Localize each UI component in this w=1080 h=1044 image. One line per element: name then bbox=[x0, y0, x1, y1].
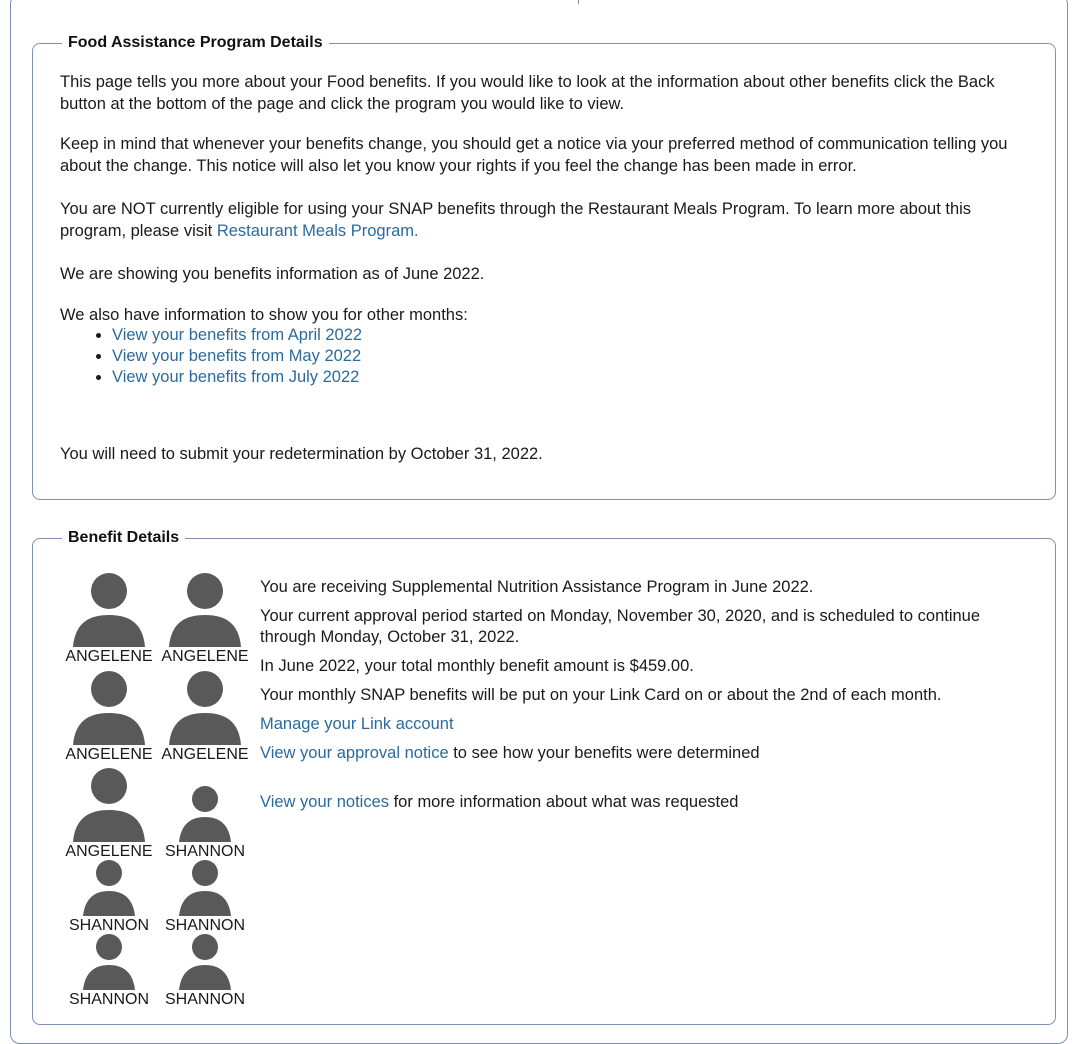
redetermination-text: You will need to submit your redetermination by October 31, 2022. bbox=[60, 445, 543, 463]
month-link-july[interactable]: View your benefits from July 2022 bbox=[112, 368, 360, 386]
benefit-details-section bbox=[32, 529, 1056, 1025]
person-child-icon bbox=[177, 784, 233, 842]
list-item bbox=[112, 325, 1041, 346]
tab-divider bbox=[578, 0, 579, 4]
member-avatar bbox=[157, 932, 253, 1009]
other-months-intro: We also have information to show you for other months: bbox=[60, 306, 468, 324]
month-link-april[interactable]: View your benefits from April 2022 bbox=[112, 326, 363, 344]
member-name: SHANNON bbox=[164, 991, 245, 1008]
intro-paragraph: This page tells you more about your Food benefits. If you would like to look at the information about other benefits click the Back button at the bottom of the page and click the program you would like to view. bbox=[60, 73, 995, 113]
person-child-icon bbox=[177, 932, 233, 990]
member-avatar bbox=[61, 858, 157, 935]
list-item bbox=[112, 346, 1041, 367]
manage-link-account-link[interactable]: Manage your Link account bbox=[260, 715, 454, 733]
member-avatar bbox=[61, 766, 157, 861]
tab-gap bbox=[200, 0, 388, 2]
person-adult-icon bbox=[71, 669, 147, 745]
view-notices-link[interactable]: View your notices bbox=[260, 793, 390, 811]
manage-link-row bbox=[260, 714, 1040, 735]
member-name: ANGELENE bbox=[65, 648, 153, 665]
member-avatar bbox=[157, 571, 253, 666]
list-item bbox=[112, 367, 1041, 388]
member-name: ANGELENE bbox=[65, 843, 153, 860]
member-name: SHANNON bbox=[68, 991, 149, 1008]
notice-paragraph: Keep in mind that whenever your benefits change, you should get a notice via your preferred method of communication telling you about the change. This notice will also let you know your rights if you feel the change has been made in error. bbox=[60, 135, 1008, 175]
member-avatar bbox=[157, 669, 253, 764]
link-card-text: Your monthly SNAP benefits will be put on your Link Card on or about the 2nd of each month. bbox=[260, 686, 942, 704]
member-avatar bbox=[157, 858, 253, 935]
receiving-program-text: You are receiving Supplemental Nutrition Assistance Program in June 2022. bbox=[260, 578, 814, 596]
approval-notice-link[interactable]: View your approval notice bbox=[260, 744, 449, 762]
person-adult-icon bbox=[71, 571, 147, 647]
person-adult-icon bbox=[167, 669, 243, 745]
program-details-section bbox=[32, 34, 1056, 500]
benefit-details-legend: Benefit Details bbox=[68, 529, 180, 546]
benefit-details-text bbox=[260, 577, 1040, 821]
member-name: SHANNON bbox=[164, 843, 245, 860]
monthly-amount-text: In June 2022, your total monthly benefit amount is $459.00. bbox=[260, 657, 694, 675]
other-months-list bbox=[60, 325, 1041, 388]
person-adult-icon bbox=[167, 571, 243, 647]
member-avatar bbox=[61, 669, 157, 764]
person-child-icon bbox=[81, 858, 137, 916]
member-avatar bbox=[61, 571, 157, 666]
as-of-paragraph: We are showing you benefits information as of June 2022. bbox=[60, 265, 485, 283]
program-details-legend: Food Assistance Program Details bbox=[68, 34, 323, 51]
person-adult-icon bbox=[71, 766, 147, 842]
person-child-icon bbox=[177, 858, 233, 916]
member-name: SHANNON bbox=[68, 917, 149, 934]
approval-period-text: Your current approval period started on Monday, November 30, 2020, and is scheduled to continue through Monday, October 31, 2022. bbox=[260, 607, 981, 646]
notices-text: for more information about what was requested bbox=[389, 793, 739, 811]
member-name: SHANNON bbox=[164, 917, 245, 934]
member-name: ANGELENE bbox=[65, 746, 153, 763]
person-child-icon bbox=[81, 932, 137, 990]
restaurant-meals-text: You are NOT currently eligible for using your SNAP benefits through the Restaurant Meals Program. To learn more about this program, please visit bbox=[60, 200, 972, 240]
member-avatar bbox=[61, 932, 157, 1009]
member-avatar bbox=[157, 784, 253, 861]
restaurant-meals-paragraph bbox=[60, 199, 1041, 242]
restaurant-meals-link[interactable]: Restaurant Meals Program. bbox=[216, 221, 419, 240]
month-link-may[interactable]: View your benefits from May 2022 bbox=[112, 347, 362, 365]
notices-row bbox=[260, 792, 1040, 813]
approval-notice-row bbox=[260, 743, 1040, 764]
member-name: ANGELENE bbox=[161, 746, 249, 763]
approval-notice-text: to see how your benefits were determined bbox=[448, 744, 760, 762]
member-name: ANGELENE bbox=[161, 648, 249, 665]
